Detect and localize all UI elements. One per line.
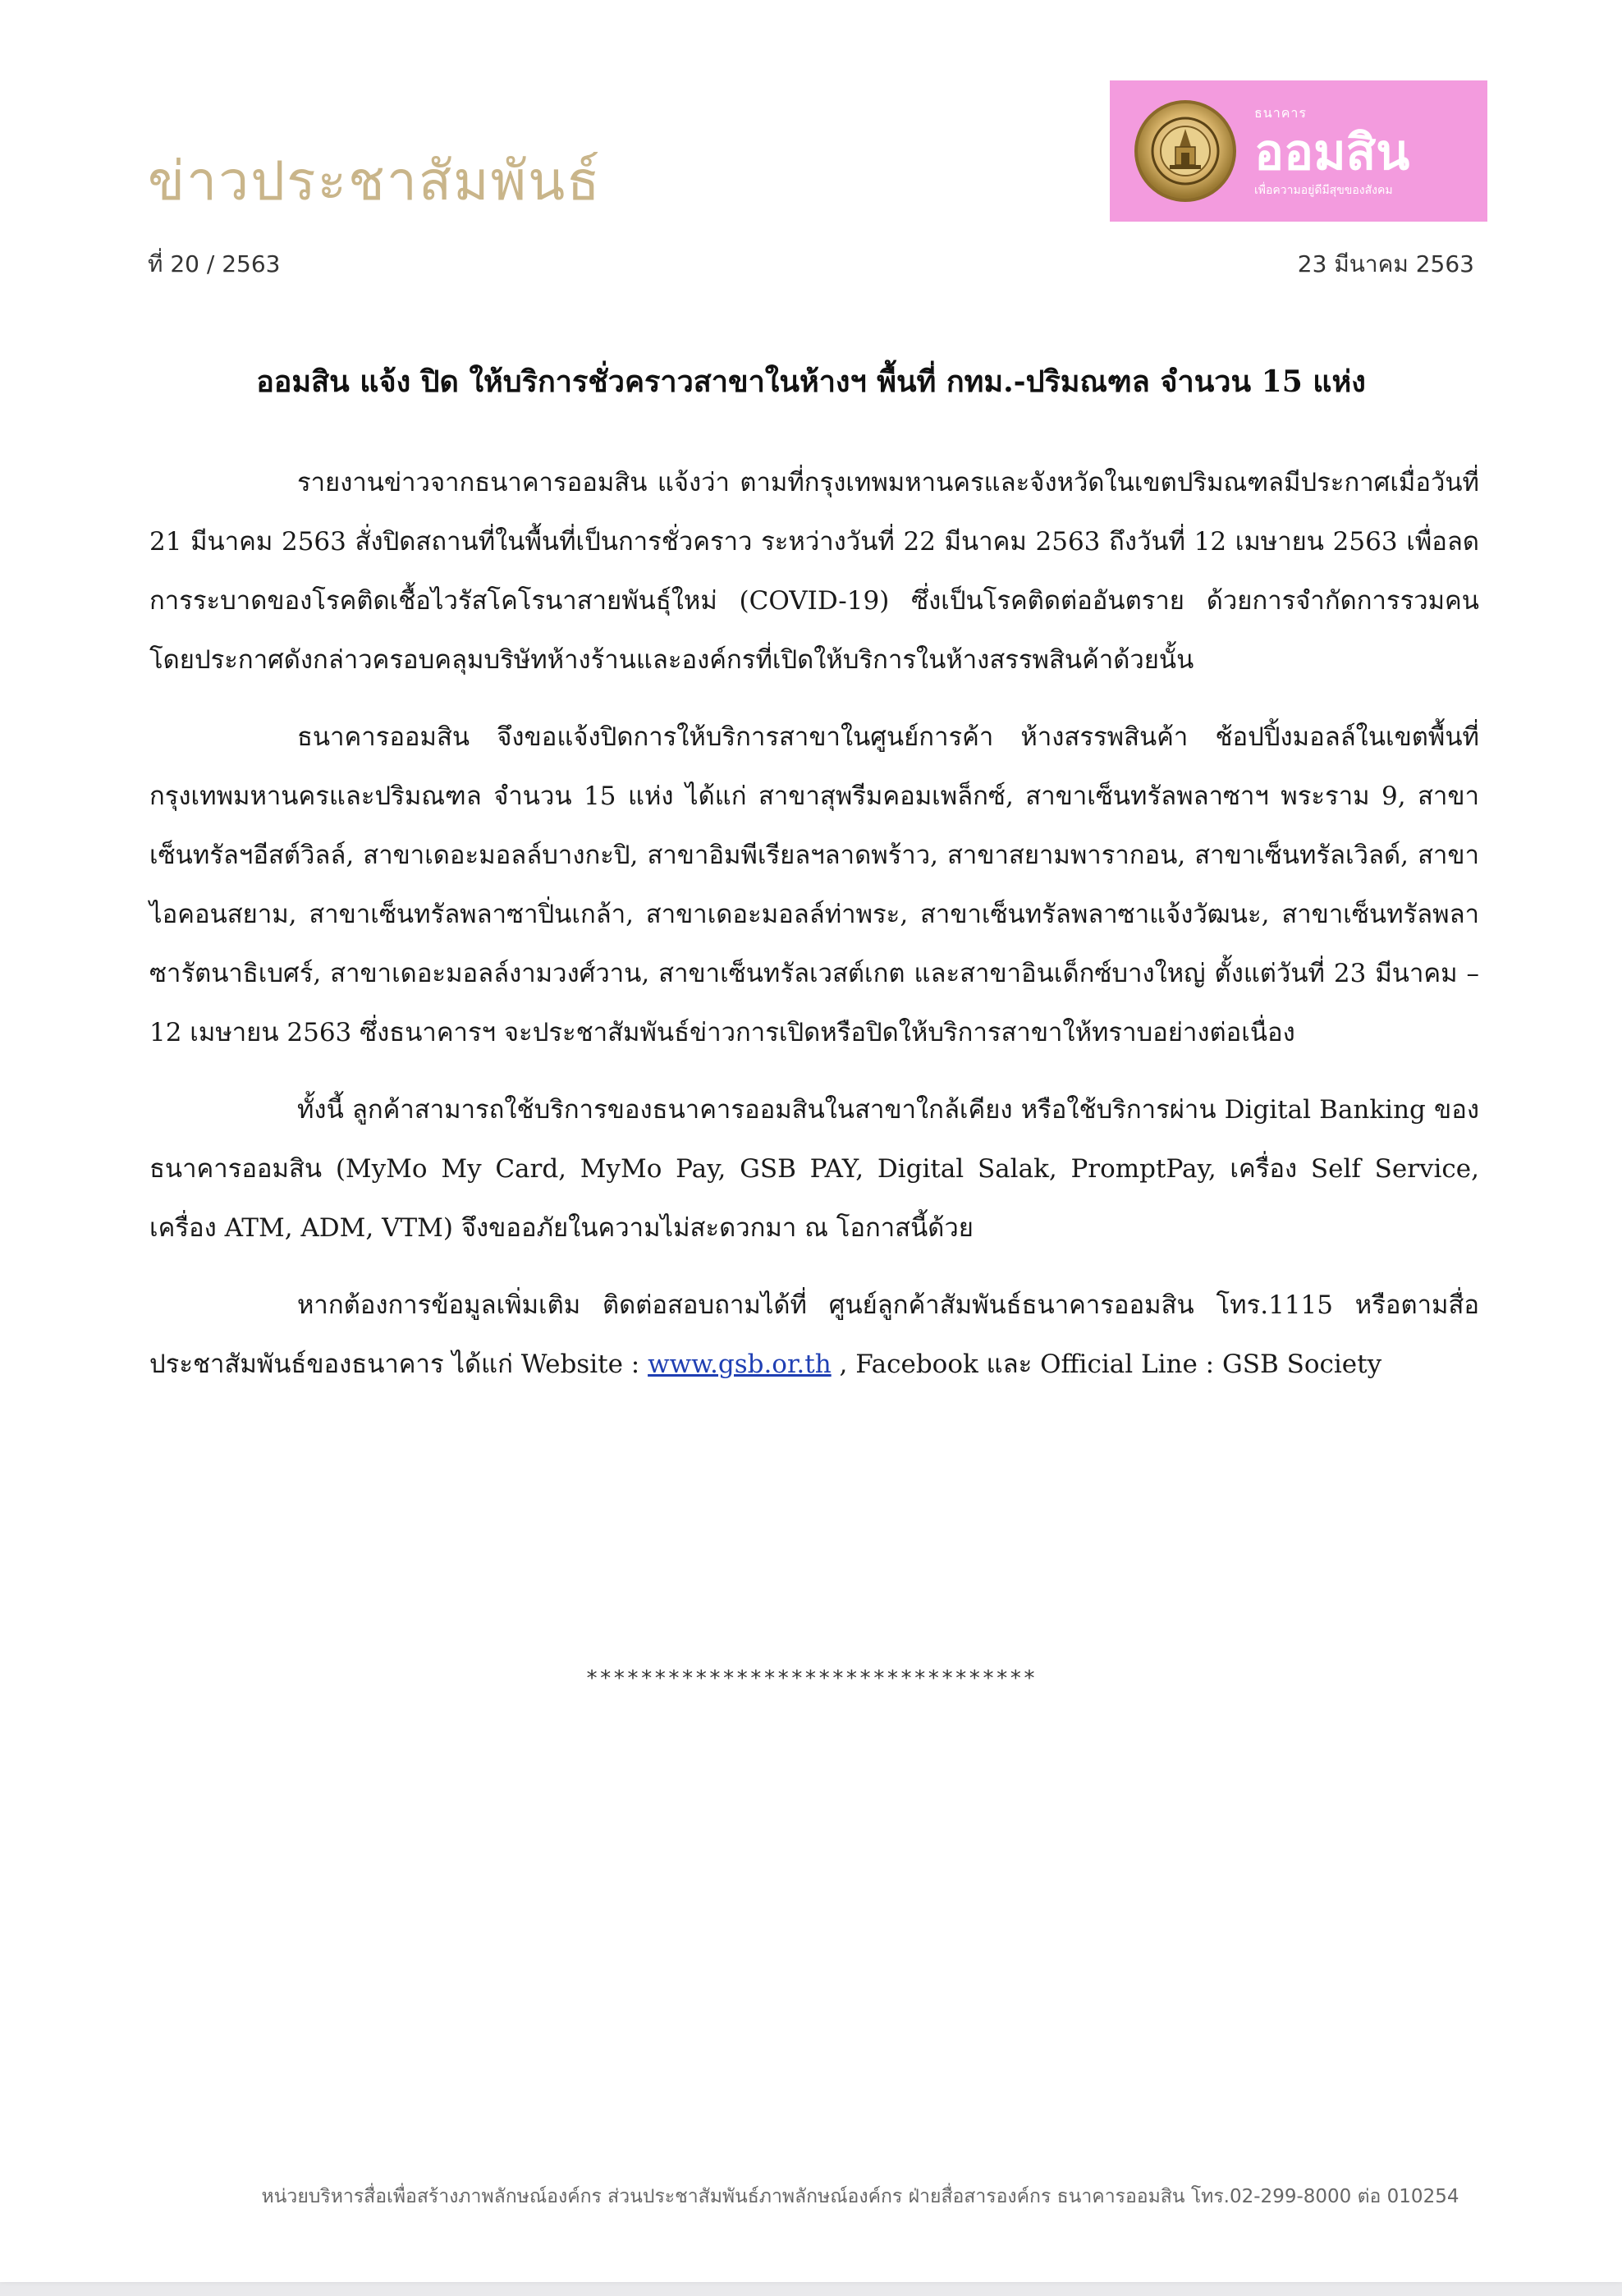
reference-number: ที่ 20 / 2563 — [148, 250, 281, 277]
paragraph-4-end: , Facebook และ Official Line : GSB Society — [831, 1350, 1382, 1379]
footer-contact: หน่วยบริหารสื่อเพื่อสร้างภาพลักษณ์องค์กร ส่วนประชาสัมพันธ์ภาพลักษณ์องค์กร ฝ่ายสื่อสารองค์กร ธนาคารออมสิน โทร.02-299-8000 ต่อ 010254 — [261, 2186, 1459, 2207]
logo-subtitle: เพื่อความอยู่ดีมีสุขของสังคม — [1254, 183, 1393, 197]
paragraph-4 — [149, 1276, 1479, 1394]
article-body — [149, 453, 1479, 1412]
headline: ออมสิน แจ้ง ปิด ให้บริการชั่วคราวสาขาในห้างฯ พื้นที่ กทม.-ปริมณฑล จำนวน 15 แห่ง — [256, 364, 1366, 399]
gsb-logo — [1110, 80, 1487, 222]
release-date: 23 มีนาคม 2563 — [1297, 250, 1474, 277]
paragraph-2: ธนาคารออมสิน จึงขอแจ้งปิดการให้บริการสาขาในศูนย์การค้า ห้างสรรพสินค้า ช้อปปิ้งมอลล์ในเขตพื้นที่กรุงเทพมหานครและปริมณฑล จำนวน 15 แห่ง ได้แก่ สาขาสุพรีมคอมเพล็กซ์, สาขาเซ็นทรัลพลาซาฯ พระราม 9, สาขาเซ็นทรัลฯอีสต์วิลล์, สาขาเดอะมอลล์บางกะปิ, สาขาอิมพีเรียลฯลาดพร้าว, สาขาสยามพารากอน, สาขาเซ็นทรัลเวิลด์, สาขาไอคอนสยาม, สาขาเซ็นทรัลพลาซาปิ่นเกล้า, สาขาเดอะมอลล์ท่าพระ, สาขาเซ็นทรัลพลาซาแจ้งวัฒนะ, สาขาเซ็นทรัลพลาซารัตนาธิเบศร์, สาขาเดอะมอลล์งามวงศ์วาน, สาขาเซ็นทรัลเวสต์เกต และสาขาอินเด็กซ์บางใหญ่ ตั้งแต่วันที่ 23 มีนาคม – 12 เมษายน 2563 ซึ่งธนาคารฯ จะประชาสัมพันธ์ข่าวการเปิดหรือปิดให้บริการสาขาให้ทราบอย่างต่อเนื่อง — [149, 722, 1479, 1047]
logo-small-text: ธนาคาร — [1254, 104, 1307, 121]
press-release-title: ข่าวประชาสัมพันธ์ — [148, 149, 602, 213]
logo-name: ออมสิน — [1254, 123, 1410, 181]
end-separator: ********************************* — [585, 1666, 1037, 1691]
website-link[interactable]: www.gsb.or.th — [648, 1350, 832, 1379]
paragraph-4-text: หากต้องการข้อมูลเพิ่มเติม ติดต่อสอบถามได้ที่ ศูนย์ลูกค้าสัมพันธ์ธนาคารออมสิน โทร.1115 หรือตามสื่อประชาสัมพันธ์ของธนาคาร ได้แก่ Website : — [149, 1290, 1479, 1379]
paragraph-1: รายงานข่าวจากธนาคารออมสิน แจ้งว่า ตามที่กรุงเทพมหานครและจังหวัดในเขตปริมณฑลมีประกาศเมื่อวันที่ 21 มีนาคม 2563 สั่งปิดสถานที่ในพื้นที่เป็นการชั่วคราว ระหว่างวันที่ 22 มีนาคม 2563 ถึงวันที่ 12 เมษายน 2563 เพื่อลดการระบาดของโรคติดเชื้อไวรัสโคโรนาสายพันธุ์ใหม่ (COVID-19) ซึ่งเป็นโรคติดต่ออันตราย ด้วยการจำกัดการรวมคน โดยประกาศดังกล่าวครอบคลุมบริษัทห้างร้านและองค์กรที่เปิดให้บริการในห้างสรรพสินค้าด้วยนั้น — [149, 468, 1479, 675]
gsb-seal-icon — [1134, 100, 1236, 202]
paragraph-3: ทั้งนี้ ลูกค้าสามารถใช้บริการของธนาคารออมสินในสาขาใกล้เคียง หรือใช้บริการผ่าน Digital Banking ของธนาคารออมสิน (MyMo My Card, MyMo Pay, GSB PAY, Digital Salak, PromptPay, เครื่อง Self Service, เครื่อง ATM, ADM, VTM) จึงขออภัยในความไม่สะดวกมา ณ โอกาสนี้ด้วย — [149, 1095, 1479, 1243]
